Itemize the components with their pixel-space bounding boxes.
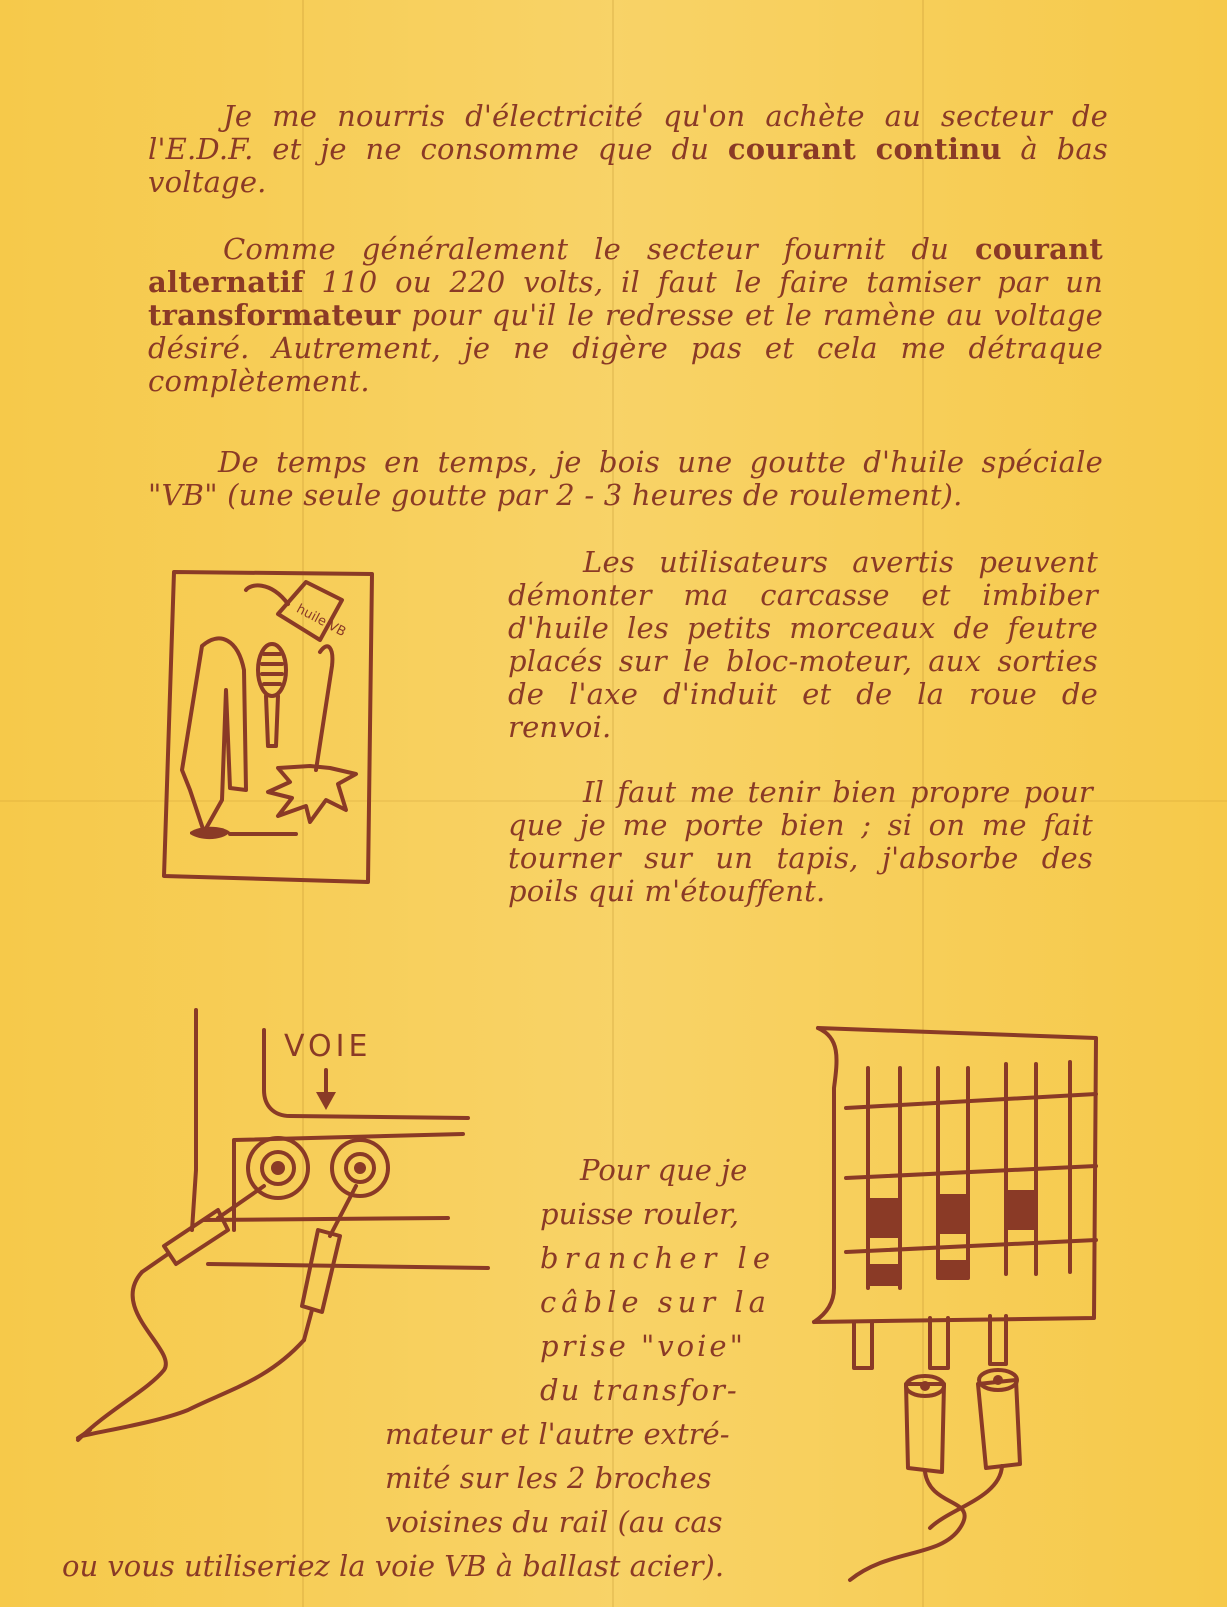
text-line: brancher le: [540, 1241, 776, 1275]
text-line: puisse rouler,: [540, 1197, 739, 1231]
base-line: [208, 1264, 488, 1268]
cleaning-tools-illustration: [160, 570, 380, 885]
text-line: voisines du rail (au cas: [385, 1505, 723, 1539]
paragraph-cleanliness: Il faut me tenir bien propre pour que je me porte bien ; si on me fait tourner sur un tapis, j'absorbe des poils qui m'étouffent.: [508, 775, 1093, 908]
paragraph-oil: De temps en temps, je bois une goutte d'huile spéciale "VB" (une seule goutte par 2 - 3 heures de roulement).: [148, 445, 1103, 512]
oil-can-label: huile VB: [293, 601, 349, 641]
paragraph-electricity: [148, 100, 1108, 199]
plate-line: [204, 1218, 448, 1220]
text-line: mité sur les 2 broches: [385, 1461, 712, 1495]
plug-left-icon: [142, 1186, 264, 1272]
text-line: câble sur la: [540, 1285, 771, 1319]
cloth-icon: [182, 638, 246, 832]
cable: [78, 1272, 304, 1440]
rail-fold: [814, 1028, 837, 1322]
voie-label: VOIE: [284, 1029, 372, 1064]
oil-can-icon: [246, 582, 348, 640]
rail-plugs-icon: [906, 1370, 1020, 1472]
text-line: Pour que je: [580, 1153, 748, 1187]
rail-pins-icon: [854, 1316, 1006, 1368]
text-line: ou vous utiliseriez la voie VB à ballast acier).: [62, 1549, 725, 1583]
rail-track-icon: [846, 1062, 1096, 1288]
rail-connector-illustration: [810, 1028, 1130, 1588]
text-run: Comme généralement le secteur fournit du: [223, 232, 975, 266]
socket-right-icon: [332, 1140, 388, 1196]
text-run: à bas voltage.: [148, 132, 1108, 199]
screwdriver-icon: [190, 827, 296, 839]
rail-cable: [850, 1466, 1002, 1580]
plug-right-icon: [302, 1186, 356, 1340]
text-line: prise "voie": [540, 1329, 746, 1363]
transformer-edge: [192, 1010, 196, 1230]
bold-term: courant continu: [727, 132, 1002, 166]
paragraph-transformer: [148, 233, 1103, 398]
text-line: du transfor-: [540, 1373, 739, 1407]
text-run: pour qu'il le redresse et le ramène au voltage désiré. Autrement, je ne digère pas et cela me détraque complètement.: [148, 298, 1103, 398]
arrow-down-icon: [316, 1070, 336, 1110]
text-run: Je me nourris d'électricité qu'on achète au secteur de l'E.D.F. et je ne consomme que du: [148, 99, 1108, 166]
paragraph-maintenance: Les utilisateurs avertis peuvent démonter ma carcasse et imbiber d'huile les petits morceaux de feutre placés sur le bloc-moteur, aux sorties de l'axe d'induit et de la roue de renvoi.: [508, 545, 1098, 744]
transformer-illustration: [68, 1010, 488, 1460]
text-run: 110 ou 220 volts, il faut le faire tamiser par un: [303, 265, 1103, 299]
brush-icon: [258, 644, 286, 746]
bold-term: transformateur: [148, 298, 401, 332]
bold-term: courant alternatif: [148, 232, 1103, 299]
text-line: mateur et l'autre extré-: [385, 1417, 730, 1451]
